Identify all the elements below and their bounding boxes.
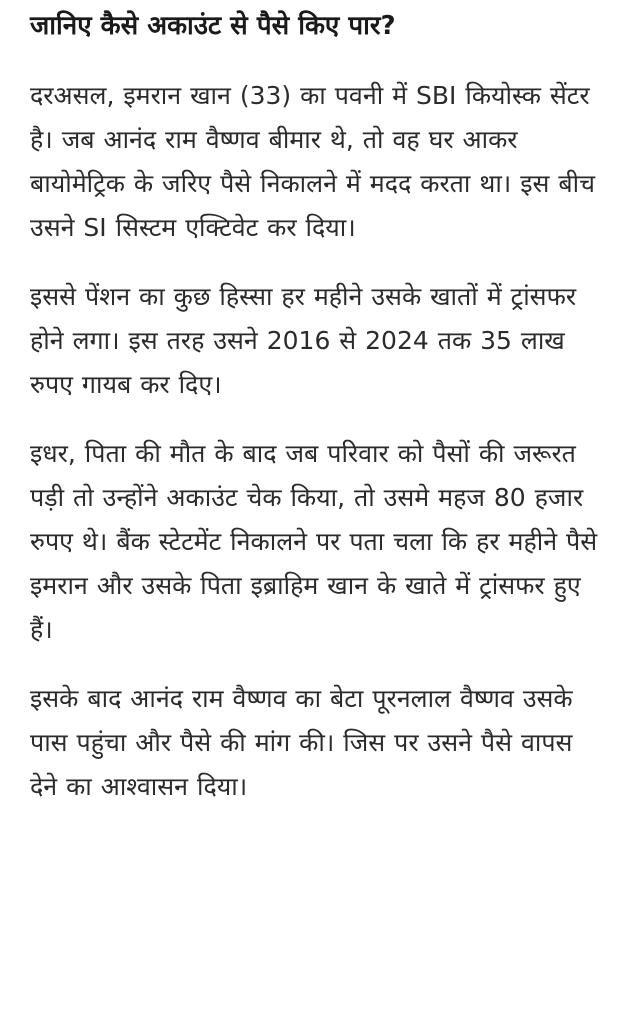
article-paragraph-1: दरअसल, इमरान खान (33) का पवनी में SBI कियोस्क सेंटर है। जब आनंद राम वैष्णव बीमार थे, तो वह घर आकर बायोमेट्रिक के जरिए पैसे निकालने में मदद करता था। इस बीच उसने SI सिस्टम एक्टिवेट कर दिया। [30, 81, 595, 242]
article-paragraph-4: इसके बाद आनंद राम वैष्णव का बेटा पूरनलाल वैष्णव उसके पास पहुंचा और पैसे की मांग की। जिस पर उसने पैसे वापस देने का आश्वासन दिया। [30, 684, 573, 801]
section-heading: जानिए कैसे अकाउंट से पैसे किए पार? [30, 11, 396, 41]
article-paragraph-3: इधर, पिता की मौत के बाद जब परिवार को पैसों की जरूरत पड़ी तो उन्होंने अकाउंट चेक किया, तो उसमे महज 80 हजार रुपए थे। बैंक स्टेटमेंट निकालने पर पता चला कि हर महीने पैसे इमरान और उसके पिता इब्राहिम खान के खाते में ट्रांसफर हुए हैं। [30, 439, 598, 644]
article-paragraph-2: इससे पेंशन का कुछ हिस्सा हर महीने उसके खातों में ट्रांसफर होने लगा। इस तरह उसने 2016 से 2024 तक 35 लाख रुपए गायब कर दिए। [30, 282, 577, 399]
